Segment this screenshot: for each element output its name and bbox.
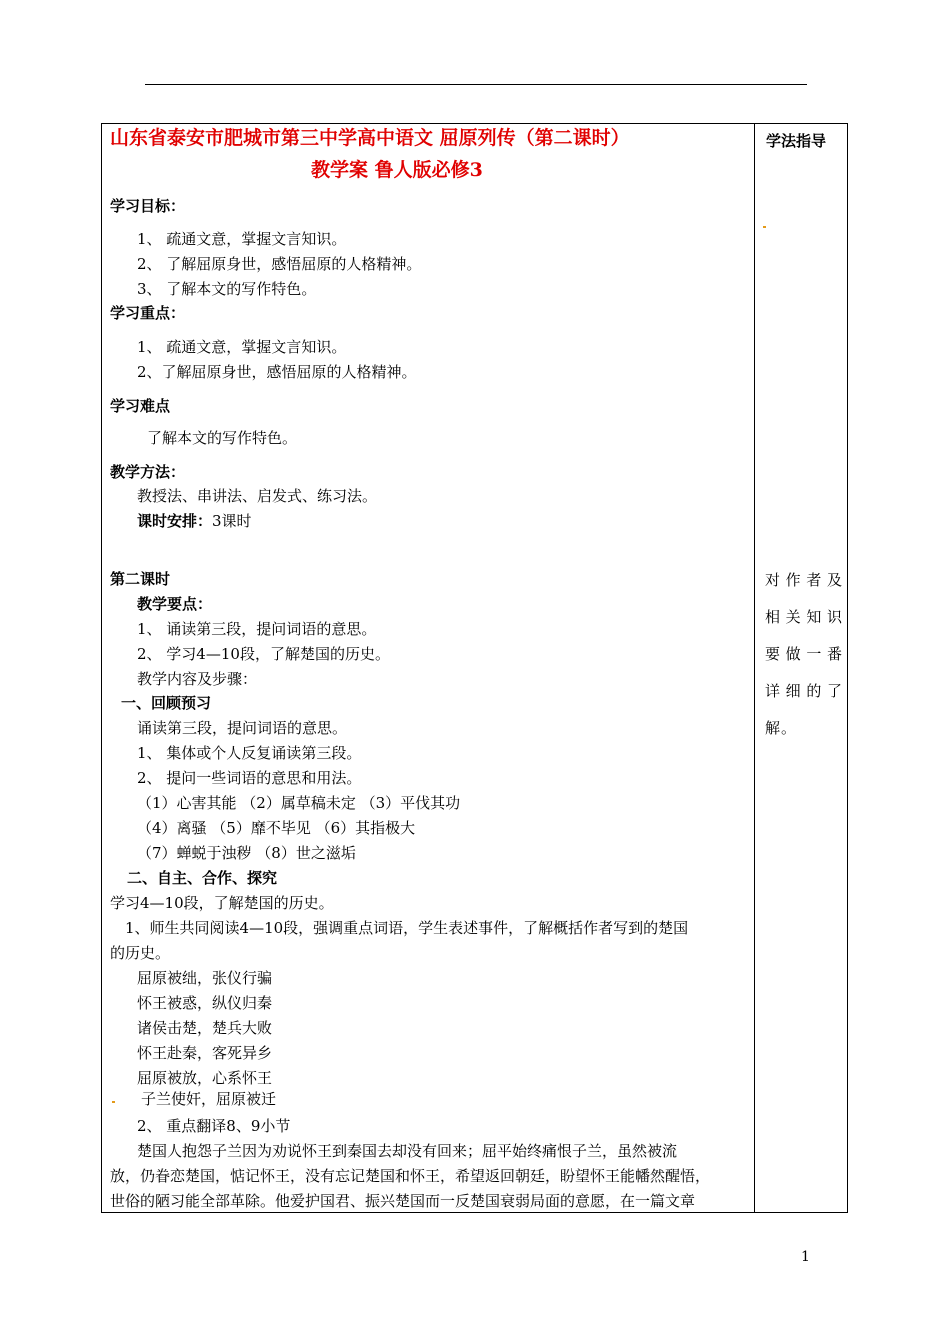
text-line: 教学内容及步骤： — [137, 670, 258, 688]
text-line: 子兰使奸，屈原被迁 — [141, 1090, 277, 1108]
text-line: 屈原被放，心系怀王 — [137, 1069, 273, 1087]
text-line: 屈原被绌，张仪行骗 — [137, 969, 273, 987]
side-note-line: 对作者及 — [765, 571, 843, 589]
text-line: 3、 了解本文的写作特色。 — [137, 280, 317, 298]
text-line: （4）离骚 （5）靡不毕见 （6）其指极大 — [137, 819, 416, 837]
text-line: （1）心害其能 （2）属草稿未定 （3）平伐其功 — [137, 794, 461, 812]
side-note — [765, 562, 843, 747]
text-line: 2、了解屈原身世，感悟屈原的人格精神。 — [137, 363, 417, 381]
section-heading: 学习难点 — [110, 397, 171, 415]
column-divider — [754, 124, 755, 1212]
schedule-value: 3课时 — [212, 512, 252, 530]
text-line: 的历史。 — [110, 944, 171, 962]
text-line: 楚国人抱怨子兰因为劝说怀王到秦国去却没有回来；屈平始终痛恨子兰，虽然被流 — [137, 1142, 678, 1160]
margin-mark — [763, 226, 766, 228]
text-line: 2、 重点翻译8、9小节 — [137, 1117, 291, 1135]
text-line: 1、 疏通文意，掌握文言知识。 — [137, 338, 347, 356]
text-line: 了解本文的写作特色。 — [147, 429, 298, 447]
page-number: 1 — [801, 1249, 810, 1265]
text-line: 1、 诵读第三段，提问词语的意思。 — [137, 620, 377, 638]
document-title-line2: 教学案 鲁人版必修3 — [311, 159, 483, 181]
text-line: 1、师生共同阅读4—10段，强调重点词语，学生表述事件，了解概括作者写到的楚国 — [125, 919, 689, 937]
margin-mark — [112, 1101, 115, 1103]
side-note-line: 相关知识 — [765, 608, 843, 626]
text-line: 诵读第三段，提问词语的意思。 — [137, 719, 348, 737]
text-line: 学习4—10段，了解楚国的历史。 — [110, 894, 334, 912]
text-line: 怀王赴秦，客死异乡 — [137, 1044, 273, 1062]
text-line: 2、 学习4—10段，了解楚国的历史。 — [137, 645, 390, 663]
section-heading: 教学方法： — [110, 463, 186, 481]
header-rule — [145, 84, 807, 85]
side-note-line: 详细的了 — [765, 682, 843, 700]
lesson-table — [101, 123, 848, 1213]
text-line: 放，仍眷恋楚国，惦记怀王，没有忘记楚国和怀王，希望返回朝廷，盼望怀王能幡然醒悟， — [110, 1167, 711, 1185]
text-line: 1、 集体或个人反复诵读第三段。 — [137, 744, 362, 762]
section-heading: 教学要点： — [137, 595, 213, 613]
section-heading: 学习目标： — [110, 197, 186, 215]
side-header: 学法指导 — [766, 132, 827, 150]
side-note-line: 解。 — [765, 719, 798, 737]
text-line: 世俗的陋习能全部革除。他爱护国君、振兴楚国而一反楚国衰弱局面的意愿，在一篇文章 — [110, 1192, 696, 1210]
schedule-label: 课时安排： — [137, 512, 213, 530]
section-heading: 学习重点： — [110, 304, 186, 322]
text-line: 教授法、串讲法、启发式、练习法。 — [137, 487, 378, 505]
text-line: 诸侯击楚，楚兵大败 — [137, 1019, 273, 1037]
text-line: 2、 提问一些词语的意思和用法。 — [137, 769, 362, 787]
document-title-line1: 山东省泰安市肥城市第三中学高中语文 屈原列传（第二课时） — [110, 127, 630, 149]
text-line: 1、 疏通文意，掌握文言知识。 — [137, 230, 347, 248]
text-line: 2、 了解屈原身世，感悟屈原的人格精神。 — [137, 255, 422, 273]
section-heading: 二、自主、合作、探究 — [127, 869, 278, 887]
schedule-line — [137, 512, 252, 530]
section-heading: 一、回顾预习 — [121, 694, 212, 712]
text-line: 怀王被惑，纵仪归秦 — [137, 994, 273, 1012]
section-heading: 第二课时 — [110, 570, 171, 588]
text-line: （7）蝉蜕于浊秽 （8）世之滋垢 — [137, 844, 356, 862]
side-note-line: 要做一番 — [765, 645, 843, 663]
